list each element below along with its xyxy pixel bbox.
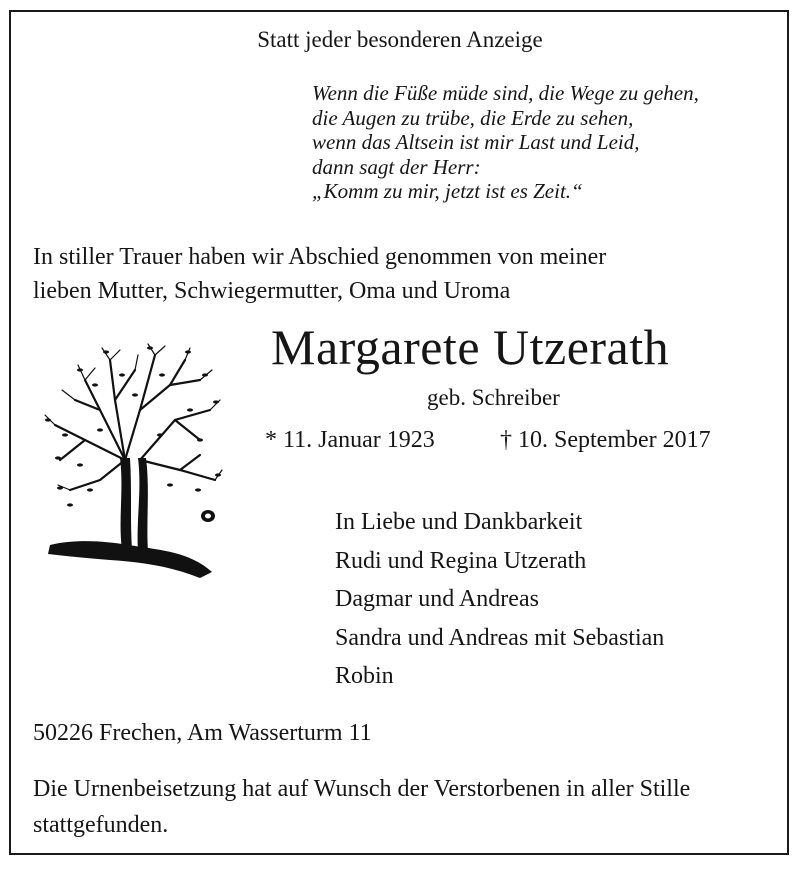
birth-date: * 11. Januar 1923 [265,427,435,453]
mourner-line: In Liebe und Dankbarkeit [335,509,583,535]
intro-text [33,240,606,308]
mourners-list [335,503,664,696]
mourner-line: Sandra und Andreas mit Sebastian [335,624,665,651]
mourner-line: Dagmar und Andreas [335,586,539,612]
poem [312,81,699,204]
burial-notice: Die Urnenbeisetzung hat auf Wunsch der Verstorbenen in aller Stille stattgefunden. [33,776,691,838]
death-date: † 10. September 2017 [500,427,711,453]
poem-line: „Komm zu mir, jetzt ist es Zeit.“ [312,179,583,203]
deceased-name: Margarete Utzerath [271,319,670,375]
tree-illustration-icon [40,340,225,585]
intro-line: In stiller Trauer haben wir Abschied genommen von meiner [33,244,607,270]
poem-line: Wenn die Füße müde sind, die Wege zu gehen, [312,81,699,105]
poem-line: die Augen zu trübe, die Erde zu sehen, [312,105,634,130]
mourner-line: Rudi und Regina Utzerath [335,547,587,574]
poem-line: wenn das Altsein ist mir Last und Leid, [312,130,640,154]
poem-line: dann sagt der Herr: [312,154,481,179]
address: 50226 Frechen, Am Wasserturm 11 [33,720,372,746]
mourner-line: Robin [335,663,394,689]
header-text: Statt jeder besonderen Anzeige [257,27,543,52]
birth-name: geb. Schreiber [427,385,560,410]
intro-line: lieben Mutter, Schwiegermutter, Oma und Uroma [33,278,511,304]
